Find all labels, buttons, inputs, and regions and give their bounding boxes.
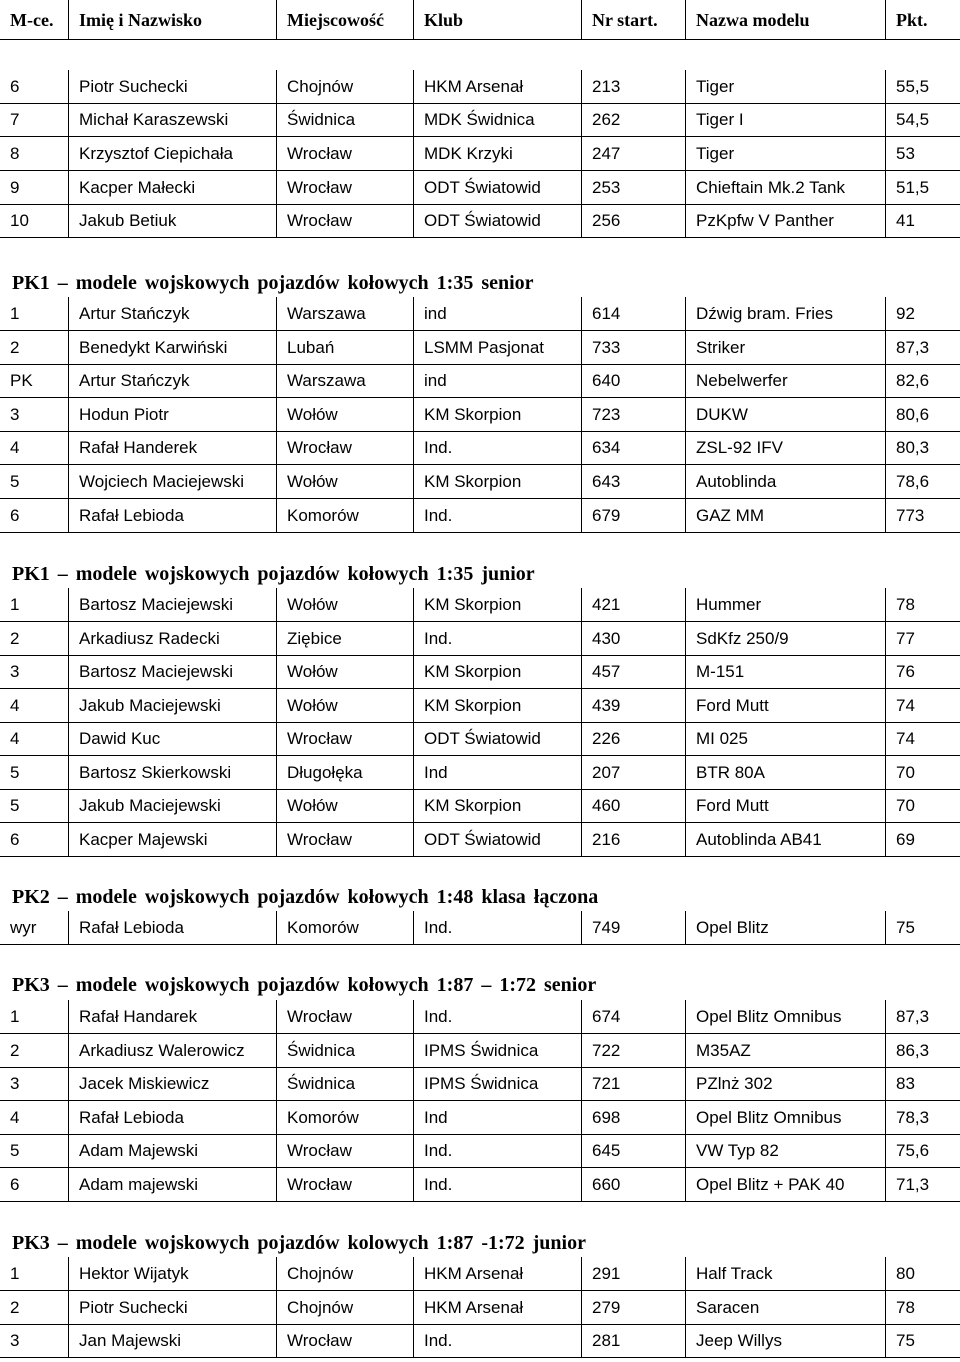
cell-name: Bartosz Maciejewski bbox=[68, 655, 276, 689]
cell-city: Chojnów bbox=[276, 70, 413, 104]
cell-points: 55,5 bbox=[885, 70, 960, 104]
cell-place: 6 bbox=[0, 1168, 68, 1202]
cell-city: Warszawa bbox=[276, 364, 413, 398]
cell-club: IPMS Świdnica bbox=[413, 1067, 581, 1101]
cell-start-no: 674 bbox=[581, 1000, 685, 1034]
cell-model: PzKpfw V Panther bbox=[685, 204, 885, 238]
table-row bbox=[0, 499, 960, 533]
cell-place: 6 bbox=[0, 70, 68, 104]
cell-city: Wrocław bbox=[276, 1000, 413, 1034]
cell-city: Wołów bbox=[276, 689, 413, 723]
table-row bbox=[0, 1000, 960, 1034]
cell-place: 3 bbox=[0, 1324, 68, 1358]
cell-points: 77 bbox=[885, 622, 960, 656]
cell-model: Half Track bbox=[685, 1257, 885, 1291]
cell-club: Ind. bbox=[413, 622, 581, 656]
cell-name: Michał Karaszewski bbox=[68, 103, 276, 137]
cell-city: Warszawa bbox=[276, 297, 413, 331]
cell-points: 92 bbox=[885, 297, 960, 331]
cell-city: Wołów bbox=[276, 655, 413, 689]
table-row bbox=[0, 1034, 960, 1068]
table-row bbox=[0, 204, 960, 238]
table-row bbox=[0, 1257, 960, 1291]
cell-start-no: 749 bbox=[581, 911, 685, 945]
cell-start-no: 291 bbox=[581, 1257, 685, 1291]
cell-place: 1 bbox=[0, 588, 68, 622]
cell-club: ind bbox=[413, 364, 581, 398]
cell-start-no: 216 bbox=[581, 823, 685, 857]
table-row bbox=[0, 1101, 960, 1135]
cell-start-no: 253 bbox=[581, 171, 685, 205]
cell-name: Rafał Lebioda bbox=[68, 1101, 276, 1135]
cell-place: 8 bbox=[0, 137, 68, 171]
cell-club: KM Skorpion bbox=[413, 655, 581, 689]
cell-name: Bartosz Skierkowski bbox=[68, 756, 276, 790]
table-row bbox=[0, 789, 960, 823]
cell-model: Ford Mutt bbox=[685, 689, 885, 723]
cell-name: Jakub Maciejewski bbox=[68, 689, 276, 723]
cell-place: 6 bbox=[0, 499, 68, 533]
cell-city: Świdnica bbox=[276, 1034, 413, 1068]
table-row bbox=[0, 1067, 960, 1101]
cell-start-no: 722 bbox=[581, 1034, 685, 1068]
cell-start-no: 457 bbox=[581, 655, 685, 689]
table-row bbox=[0, 911, 960, 945]
table-row bbox=[0, 1324, 960, 1358]
cell-start-no: 281 bbox=[581, 1324, 685, 1358]
cell-city: Wrocław bbox=[276, 823, 413, 857]
table-row bbox=[0, 722, 960, 756]
table-row bbox=[0, 622, 960, 656]
cell-name: Krzysztof Ciepichała bbox=[68, 137, 276, 171]
table-row bbox=[0, 297, 960, 331]
cell-model: Tiger bbox=[685, 137, 885, 171]
cell-club: KM Skorpion bbox=[413, 588, 581, 622]
col-header-start-no: Nr start. bbox=[581, 0, 685, 40]
cell-city: Wrocław bbox=[276, 722, 413, 756]
cell-points: 70 bbox=[885, 756, 960, 790]
cell-name: Piotr Suchecki bbox=[68, 70, 276, 104]
cell-points: 75 bbox=[885, 1324, 960, 1358]
table-row bbox=[0, 364, 960, 398]
cell-city: Chojnów bbox=[276, 1257, 413, 1291]
cell-start-no: 279 bbox=[581, 1291, 685, 1325]
cell-club: Ind bbox=[413, 1101, 581, 1135]
cell-start-no: 660 bbox=[581, 1168, 685, 1202]
cell-place: 3 bbox=[0, 398, 68, 432]
table-row bbox=[0, 171, 960, 205]
cell-start-no: 207 bbox=[581, 756, 685, 790]
cell-model: Saracen bbox=[685, 1291, 885, 1325]
cell-name: Jakub Maciejewski bbox=[68, 789, 276, 823]
cell-city: Wołów bbox=[276, 465, 413, 499]
cell-name: Arkadiusz Radecki bbox=[68, 622, 276, 656]
cell-model: Opel Blitz Omnibus bbox=[685, 1101, 885, 1135]
cell-name: Wojciech Maciejewski bbox=[68, 465, 276, 499]
cell-city: Wrocław bbox=[276, 204, 413, 238]
cell-start-no: 634 bbox=[581, 431, 685, 465]
cell-place: 3 bbox=[0, 1067, 68, 1101]
cell-club: KM Skorpion bbox=[413, 398, 581, 432]
cell-model: DUKW bbox=[685, 398, 885, 432]
cell-points: 69 bbox=[885, 823, 960, 857]
cell-model: ZSL-92 IFV bbox=[685, 431, 885, 465]
cell-city: Wołów bbox=[276, 588, 413, 622]
col-header-club: Klub bbox=[413, 0, 581, 40]
cell-points: 87,3 bbox=[885, 331, 960, 365]
cell-name: Adam majewski bbox=[68, 1168, 276, 1202]
cell-place: 5 bbox=[0, 756, 68, 790]
cell-place: 5 bbox=[0, 1134, 68, 1168]
cell-club: ODT Światowid bbox=[413, 823, 581, 857]
cell-points: 76 bbox=[885, 655, 960, 689]
cell-start-no: 256 bbox=[581, 204, 685, 238]
cell-model: VW Typ 82 bbox=[685, 1134, 885, 1168]
cell-name: Rafał Lebioda bbox=[68, 911, 276, 945]
cell-start-no: 698 bbox=[581, 1101, 685, 1135]
cell-name: Kacper Małecki bbox=[68, 171, 276, 205]
cell-model: M35AZ bbox=[685, 1034, 885, 1068]
cell-model: Dźwig bram. Fries bbox=[685, 297, 885, 331]
cell-model: GAZ MM bbox=[685, 499, 885, 533]
cell-points: 80,3 bbox=[885, 431, 960, 465]
cell-points: 80 bbox=[885, 1257, 960, 1291]
cell-city: Wrocław bbox=[276, 137, 413, 171]
cell-start-no: 460 bbox=[581, 789, 685, 823]
cell-club: HKM Arsenał bbox=[413, 1257, 581, 1291]
cell-start-no: 430 bbox=[581, 622, 685, 656]
cell-city: Chojnów bbox=[276, 1291, 413, 1325]
cell-club: IPMS Świdnica bbox=[413, 1034, 581, 1068]
cell-name: Artur Stańczyk bbox=[68, 364, 276, 398]
section-title: PK2 – modele wojskowych pojazdów kołowych 1:48 klasa łączona bbox=[12, 886, 599, 908]
cell-club: Ind. bbox=[413, 499, 581, 533]
cell-points: 80,6 bbox=[885, 398, 960, 432]
cell-points: 41 bbox=[885, 204, 960, 238]
cell-city: Komorów bbox=[276, 1101, 413, 1135]
cell-city: Świdnica bbox=[276, 103, 413, 137]
cell-model: Opel Blitz Omnibus bbox=[685, 1000, 885, 1034]
cell-points: 53 bbox=[885, 137, 960, 171]
cell-club: KM Skorpion bbox=[413, 689, 581, 723]
cell-city: Długołęka bbox=[276, 756, 413, 790]
cell-club: Ind. bbox=[413, 911, 581, 945]
cell-model: Opel Blitz + PAK 40 bbox=[685, 1168, 885, 1202]
table-row bbox=[0, 1291, 960, 1325]
cell-start-no: 614 bbox=[581, 297, 685, 331]
section-title: PK3 – modele wojskowych pojazdów kołowych 1:87 – 1:72 senior bbox=[12, 974, 597, 996]
cell-city: Wrocław bbox=[276, 431, 413, 465]
cell-points: 75,6 bbox=[885, 1134, 960, 1168]
cell-name: Jan Majewski bbox=[68, 1324, 276, 1358]
cell-model: Nebelwerfer bbox=[685, 364, 885, 398]
col-header-city: Miejscowość bbox=[276, 0, 413, 40]
section-title: PK1 – modele wojskowych pojazdów kołowych 1:35 senior bbox=[12, 272, 534, 294]
cell-city: Świdnica bbox=[276, 1067, 413, 1101]
cell-model: Chieftain Mk.2 Tank bbox=[685, 171, 885, 205]
cell-name: Rafał Handarek bbox=[68, 1000, 276, 1034]
table-row bbox=[0, 137, 960, 171]
cell-club: KM Skorpion bbox=[413, 465, 581, 499]
cell-name: Arkadiusz Walerowicz bbox=[68, 1034, 276, 1068]
table-row bbox=[0, 398, 960, 432]
cell-points: 82,6 bbox=[885, 364, 960, 398]
cell-club: Ind. bbox=[413, 431, 581, 465]
cell-name: Adam Majewski bbox=[68, 1134, 276, 1168]
cell-place: 10 bbox=[0, 204, 68, 238]
cell-club: MDK Krzyki bbox=[413, 137, 581, 171]
cell-model: Autoblinda bbox=[685, 465, 885, 499]
cell-model: SdKfz 250/9 bbox=[685, 622, 885, 656]
cell-place: 1 bbox=[0, 1257, 68, 1291]
cell-city: Wrocław bbox=[276, 1324, 413, 1358]
cell-model: Hummer bbox=[685, 588, 885, 622]
table-row bbox=[0, 588, 960, 622]
cell-points: 773 bbox=[885, 499, 960, 533]
cell-place: 2 bbox=[0, 331, 68, 365]
cell-start-no: 213 bbox=[581, 70, 685, 104]
table-row bbox=[0, 689, 960, 723]
table-row bbox=[0, 331, 960, 365]
cell-club: Ind. bbox=[413, 1324, 581, 1358]
cell-start-no: 645 bbox=[581, 1134, 685, 1168]
cell-place: PK bbox=[0, 364, 68, 398]
cell-name: Rafał Lebioda bbox=[68, 499, 276, 533]
cell-club: ODT Światowid bbox=[413, 171, 581, 205]
cell-start-no: 262 bbox=[581, 103, 685, 137]
table-row bbox=[0, 655, 960, 689]
cell-model: Tiger bbox=[685, 70, 885, 104]
cell-place: 6 bbox=[0, 823, 68, 857]
cell-club: Ind. bbox=[413, 1168, 581, 1202]
table-row bbox=[0, 465, 960, 499]
cell-place: 4 bbox=[0, 722, 68, 756]
cell-start-no: 721 bbox=[581, 1067, 685, 1101]
cell-club: ind bbox=[413, 297, 581, 331]
table-row bbox=[0, 431, 960, 465]
cell-model: PZlnż 302 bbox=[685, 1067, 885, 1101]
cell-place: 2 bbox=[0, 1034, 68, 1068]
cell-start-no: 247 bbox=[581, 137, 685, 171]
section-title: PK3 – modele wojskowych pojazdów kolowych 1:87 -1:72 junior bbox=[12, 1232, 586, 1254]
cell-club: MDK Świdnica bbox=[413, 103, 581, 137]
cell-place: 7 bbox=[0, 103, 68, 137]
cell-city: Wołów bbox=[276, 789, 413, 823]
cell-place: 1 bbox=[0, 297, 68, 331]
cell-model: Opel Blitz bbox=[685, 911, 885, 945]
cell-points: 71,3 bbox=[885, 1168, 960, 1202]
col-header-model: Nazwa modelu bbox=[685, 0, 885, 40]
cell-place: 9 bbox=[0, 171, 68, 205]
cell-city: Wrocław bbox=[276, 171, 413, 205]
cell-place: 5 bbox=[0, 465, 68, 499]
cell-place: 4 bbox=[0, 1101, 68, 1135]
cell-club: HKM Arsenał bbox=[413, 1291, 581, 1325]
cell-place: 3 bbox=[0, 655, 68, 689]
cell-name: Benedykt Karwiński bbox=[68, 331, 276, 365]
cell-club: Ind. bbox=[413, 1000, 581, 1034]
cell-points: 75 bbox=[885, 911, 960, 945]
cell-points: 78 bbox=[885, 588, 960, 622]
cell-start-no: 226 bbox=[581, 722, 685, 756]
cell-city: Komorów bbox=[276, 499, 413, 533]
cell-place: 1 bbox=[0, 1000, 68, 1034]
cell-club: ODT Światowid bbox=[413, 722, 581, 756]
cell-model: M-151 bbox=[685, 655, 885, 689]
cell-city: Wołów bbox=[276, 398, 413, 432]
table-row bbox=[0, 103, 960, 137]
cell-model: Striker bbox=[685, 331, 885, 365]
cell-points: 54,5 bbox=[885, 103, 960, 137]
cell-name: Kacper Majewski bbox=[68, 823, 276, 857]
table-row bbox=[0, 823, 960, 857]
cell-club: LSMM Pasjonat bbox=[413, 331, 581, 365]
cell-points: 87,3 bbox=[885, 1000, 960, 1034]
cell-start-no: 640 bbox=[581, 364, 685, 398]
cell-club: Ind. bbox=[413, 1134, 581, 1168]
cell-name: Artur Stańczyk bbox=[68, 297, 276, 331]
cell-model: Ford Mutt bbox=[685, 789, 885, 823]
cell-points: 74 bbox=[885, 722, 960, 756]
cell-start-no: 643 bbox=[581, 465, 685, 499]
cell-model: Tiger I bbox=[685, 103, 885, 137]
cell-points: 78,3 bbox=[885, 1101, 960, 1135]
col-header-points: Pkt. bbox=[885, 0, 960, 40]
cell-start-no: 679 bbox=[581, 499, 685, 533]
cell-name: Bartosz Maciejewski bbox=[68, 588, 276, 622]
cell-points: 83 bbox=[885, 1067, 960, 1101]
cell-points: 74 bbox=[885, 689, 960, 723]
cell-place: 4 bbox=[0, 689, 68, 723]
cell-points: 70 bbox=[885, 789, 960, 823]
cell-city: Wrocław bbox=[276, 1134, 413, 1168]
col-header-place: M-ce. bbox=[0, 0, 68, 40]
cell-city: Lubań bbox=[276, 331, 413, 365]
cell-points: 78 bbox=[885, 1291, 960, 1325]
cell-city: Wrocław bbox=[276, 1168, 413, 1202]
cell-points: 51,5 bbox=[885, 171, 960, 205]
table-row bbox=[0, 1134, 960, 1168]
cell-start-no: 439 bbox=[581, 689, 685, 723]
cell-points: 86,3 bbox=[885, 1034, 960, 1068]
cell-club: HKM Arsenał bbox=[413, 70, 581, 104]
cell-name: Jacek Miskiewicz bbox=[68, 1067, 276, 1101]
cell-city: Ziębice bbox=[276, 622, 413, 656]
cell-name: Rafał Handerek bbox=[68, 431, 276, 465]
cell-points: 78,6 bbox=[885, 465, 960, 499]
table-row bbox=[0, 70, 960, 104]
cell-name: Jakub Betiuk bbox=[68, 204, 276, 238]
cell-club: KM Skorpion bbox=[413, 789, 581, 823]
cell-place: 2 bbox=[0, 1291, 68, 1325]
cell-name: Dawid Kuc bbox=[68, 722, 276, 756]
cell-place: wyr bbox=[0, 911, 68, 945]
cell-club: Ind bbox=[413, 756, 581, 790]
table-row bbox=[0, 756, 960, 790]
cell-city: Komorów bbox=[276, 911, 413, 945]
cell-model: Autoblinda AB41 bbox=[685, 823, 885, 857]
table-row bbox=[0, 1168, 960, 1202]
cell-name: Piotr Suchecki bbox=[68, 1291, 276, 1325]
cell-name: Hektor Wijatyk bbox=[68, 1257, 276, 1291]
cell-start-no: 723 bbox=[581, 398, 685, 432]
cell-start-no: 421 bbox=[581, 588, 685, 622]
cell-start-no: 733 bbox=[581, 331, 685, 365]
cell-club: ODT Światowid bbox=[413, 204, 581, 238]
cell-place: 2 bbox=[0, 622, 68, 656]
results-table-header bbox=[0, 0, 960, 40]
section-title: PK1 – modele wojskowych pojazdów kołowych 1:35 junior bbox=[12, 563, 535, 585]
cell-place: 4 bbox=[0, 431, 68, 465]
cell-place: 5 bbox=[0, 789, 68, 823]
cell-name: Hodun Piotr bbox=[68, 398, 276, 432]
cell-model: Jeep Willys bbox=[685, 1324, 885, 1358]
cell-model: MI 025 bbox=[685, 722, 885, 756]
cell-model: BTR 80A bbox=[685, 756, 885, 790]
col-header-name: Imię i Nazwisko bbox=[68, 0, 276, 40]
